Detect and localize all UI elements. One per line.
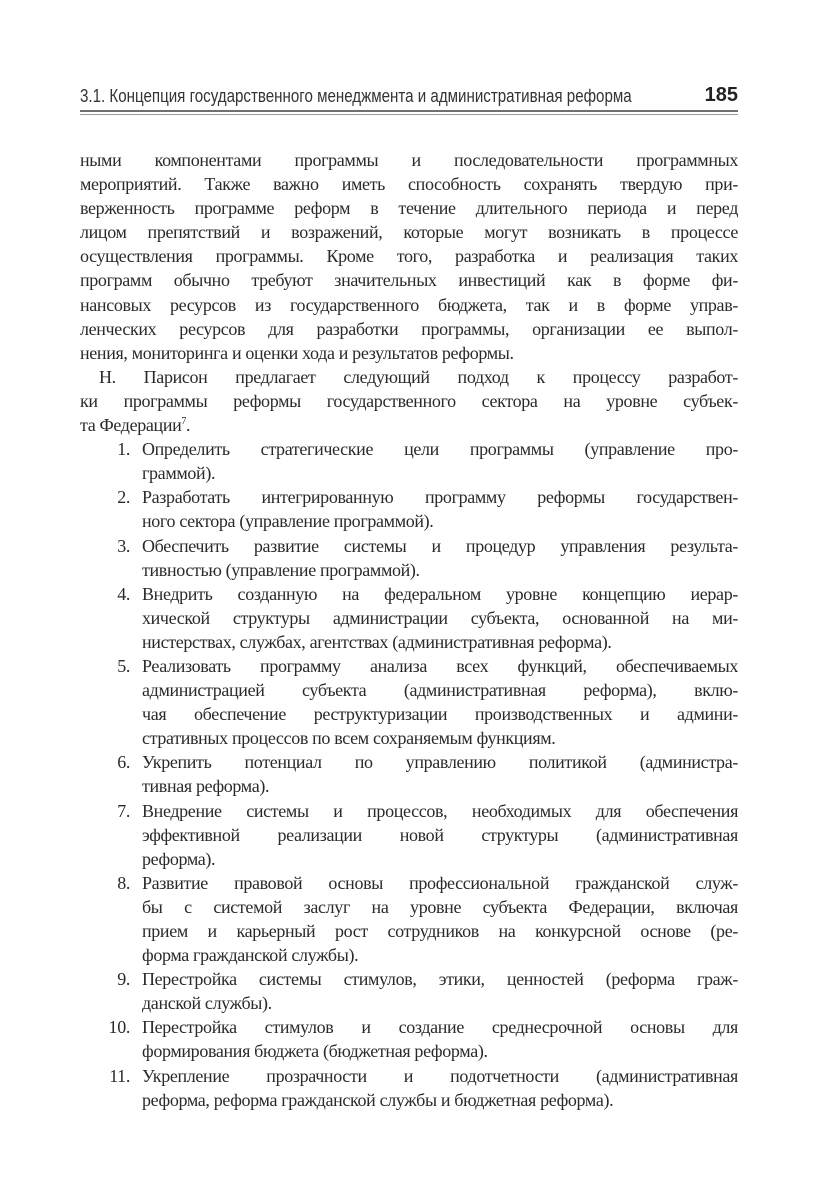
text-line bbox=[142, 630, 738, 654]
text-line bbox=[142, 823, 738, 847]
text-line bbox=[142, 750, 738, 774]
text-line bbox=[80, 148, 738, 172]
line-text: осуществления программы. Кроме того, разработка и реализация таких bbox=[80, 246, 738, 267]
line-text: ленческих ресурсов для разработки программы, организации ее выпол- bbox=[80, 318, 738, 339]
line-text: программ обычно требуют значительных инвестиций как в форме фи- bbox=[80, 270, 738, 291]
line-text: та Федерации bbox=[80, 415, 182, 436]
text-line bbox=[80, 293, 738, 317]
text-line bbox=[142, 1088, 738, 1112]
chapter-title: 3.1. Концепция государственного менеджмента и административная реформа bbox=[80, 86, 632, 106]
list-item bbox=[80, 967, 738, 1015]
text-line bbox=[142, 1015, 738, 1039]
paragraph bbox=[80, 365, 738, 437]
list-number: 6. bbox=[117, 752, 130, 773]
line-text: Разработать интегрированную программу реформы государствен- bbox=[142, 487, 738, 508]
punctuation: . bbox=[186, 415, 191, 436]
line-text: администрацией субъекта (административная реформа), вклю- bbox=[142, 680, 738, 701]
line-text: Реализовать программу анализа всех функций, обеспечиваемых bbox=[142, 655, 738, 676]
text-line bbox=[142, 919, 738, 943]
list-item bbox=[80, 654, 738, 750]
line-text: реформа, реформа гражданской службы и бюджетная реформа). bbox=[142, 1089, 614, 1110]
line-text: тивная реформа). bbox=[142, 776, 270, 797]
list-item bbox=[80, 750, 738, 798]
line-text: граммой). bbox=[142, 463, 216, 484]
list-number: 3. bbox=[117, 535, 130, 556]
line-text: Развитие правовой основы профессиональной гражданской служ- bbox=[142, 872, 738, 893]
line-text: Перестройка системы стимулов, этики, ценностей (реформа граж- bbox=[142, 969, 738, 990]
list-number: 2. bbox=[117, 487, 130, 508]
text-line bbox=[80, 268, 738, 292]
text-line bbox=[142, 726, 738, 750]
text-line bbox=[142, 558, 738, 582]
text-line bbox=[142, 943, 738, 967]
line-text: нистерствах, службах, агентствах (административная реформа). bbox=[142, 631, 612, 652]
text-line bbox=[142, 1039, 738, 1063]
line-text: Перестройка стимулов и создание среднесрочной основы для bbox=[142, 1017, 738, 1038]
list-number: 7. bbox=[117, 800, 130, 821]
line-text: данской службы). bbox=[142, 993, 272, 1014]
line-text: ки программы реформы государственного сектора на уровне субъек- bbox=[80, 390, 738, 411]
text-line bbox=[142, 582, 738, 606]
text-line bbox=[142, 991, 738, 1015]
text-line bbox=[142, 534, 738, 558]
text-line bbox=[142, 485, 738, 509]
list-item bbox=[80, 1015, 738, 1063]
list-number: 8. bbox=[117, 872, 130, 893]
numbered-list bbox=[80, 437, 738, 1112]
paragraph bbox=[80, 148, 738, 365]
line-text: лицом препятствий и возражений, которые могут возникать в процессе bbox=[80, 222, 738, 243]
list-number: 10. bbox=[108, 1017, 130, 1038]
text-line bbox=[142, 1064, 738, 1088]
list-item bbox=[80, 1064, 738, 1112]
line-text: стративных процессов по всем сохраняемым функциям. bbox=[142, 728, 556, 749]
line-text: Обеспечить развитие системы и процедур управления результа- bbox=[142, 535, 738, 556]
text-line bbox=[142, 509, 738, 533]
text-line bbox=[142, 847, 738, 871]
line-text: верженность программе реформ в течение длительного периода и перед bbox=[80, 198, 738, 219]
text-line bbox=[80, 389, 738, 413]
list-item bbox=[80, 582, 738, 654]
line-text: чая обеспечение реструктуризации производственных и админи- bbox=[142, 704, 738, 725]
page-number: 185 bbox=[704, 84, 738, 106]
text-line bbox=[142, 871, 738, 895]
list-number: 11. bbox=[109, 1065, 130, 1086]
text-line bbox=[142, 702, 738, 726]
line-text: Укрепить потенциал по управлению политикой (администра- bbox=[142, 752, 738, 773]
text-line bbox=[80, 341, 738, 365]
line-text: Укрепление прозрачности и подотчетности (административная bbox=[142, 1065, 738, 1086]
text-line bbox=[80, 220, 738, 244]
text-line bbox=[142, 606, 738, 630]
line-text: реформа). bbox=[142, 848, 216, 869]
footnote-marker[interactable]: 7 bbox=[181, 416, 187, 428]
list-item bbox=[80, 485, 738, 533]
list-number: 9. bbox=[117, 969, 130, 990]
line-text: прием и карьерный рост сотрудников на конкурсной основе (ре- bbox=[142, 921, 738, 941]
text-line bbox=[142, 461, 738, 485]
running-header bbox=[80, 84, 738, 112]
line-text: Н. Парисон предлагает следующий подход к процессу разработ- bbox=[99, 366, 738, 387]
text-line bbox=[80, 196, 738, 220]
list-item bbox=[80, 437, 738, 485]
list-item bbox=[80, 534, 738, 582]
list-item bbox=[80, 799, 738, 871]
text-line bbox=[80, 244, 738, 268]
line-text: тивностью (управление программой). bbox=[142, 559, 420, 580]
list-number: 4. bbox=[117, 583, 130, 604]
page-body bbox=[80, 148, 738, 1112]
text-line bbox=[80, 365, 738, 389]
text-line bbox=[142, 437, 738, 461]
text-line bbox=[142, 774, 738, 798]
text-line bbox=[80, 172, 738, 196]
line-text: Внедрение системы и процессов, необходимых для обеспечения bbox=[142, 800, 738, 821]
line-text: мероприятий. Также важно иметь способность сохранять твердую при- bbox=[80, 174, 738, 195]
line-text: ного сектора (управление программой). bbox=[142, 511, 434, 532]
line-text: форма гражданской службы). bbox=[142, 945, 359, 966]
text-line bbox=[80, 317, 738, 341]
text-line bbox=[142, 895, 738, 919]
line-text: хической структуры администрации субъекта, основанной на ми- bbox=[142, 607, 738, 628]
line-text: ными компонентами программы и последовательности программных bbox=[80, 150, 738, 170]
text-line bbox=[142, 654, 738, 678]
text-line bbox=[80, 413, 738, 437]
text-line bbox=[142, 678, 738, 702]
list-item bbox=[80, 871, 738, 967]
list-number: 1. bbox=[117, 439, 130, 460]
text-line bbox=[142, 799, 738, 823]
line-text: нансовых ресурсов из государственного бюджета, так и в форме управ- bbox=[80, 294, 738, 315]
text-line bbox=[142, 967, 738, 991]
line-text: нения, мониторинга и оценки хода и результатов реформы. bbox=[80, 342, 514, 363]
line-text: формирования бюджета (бюджетная реформа). bbox=[142, 1041, 488, 1062]
line-text: Определить стратегические цели программы (управление про- bbox=[142, 439, 738, 460]
list-number: 5. bbox=[117, 655, 130, 676]
line-text: бы с системой заслуг на уровне субъекта Федерации, включая bbox=[142, 896, 738, 917]
line-text: Внедрить созданную на федеральном уровне концепцию иерар- bbox=[142, 583, 738, 604]
line-text: эффективной реализации новой структуры (административная bbox=[142, 824, 738, 845]
